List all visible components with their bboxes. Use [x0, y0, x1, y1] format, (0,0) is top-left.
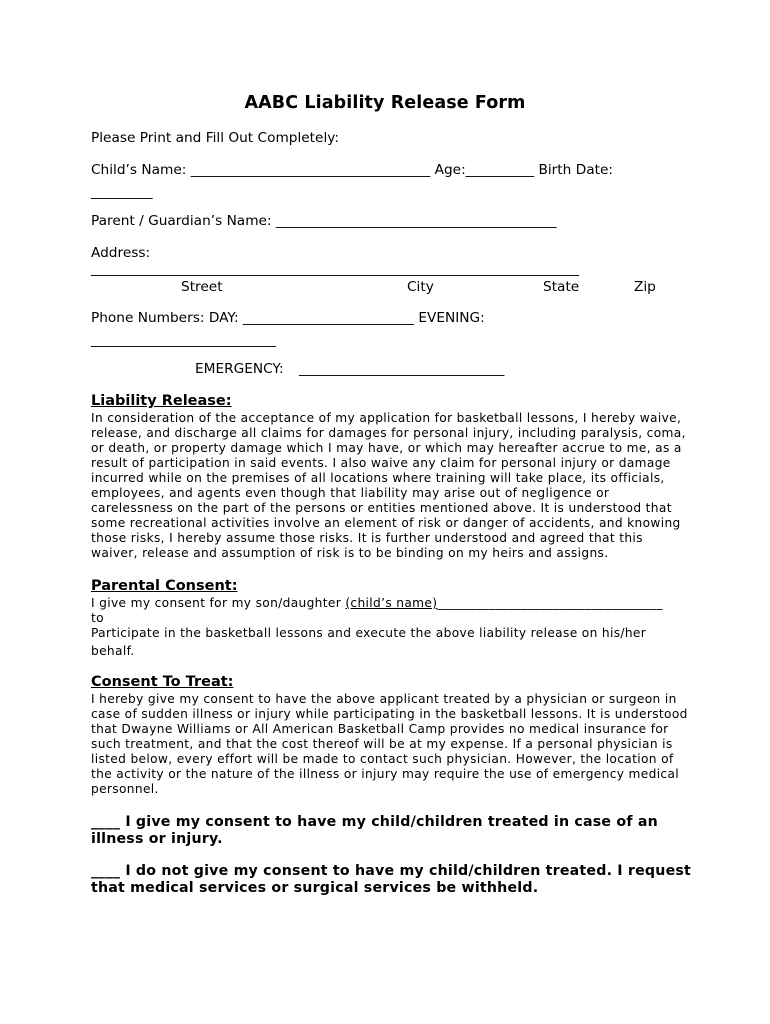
childs-name-blank[interactable]: ___________________________________	[437, 596, 663, 610]
birth-date-field[interactable]: _________	[91, 184, 153, 200]
liability-line: In consideration of the acceptance of my application for basketball lessons, I hereby waive,	[91, 411, 682, 425]
emergency-phone-field[interactable]: ______________________________	[299, 361, 505, 377]
parental-consent-heading: Parental Consent:	[91, 578, 238, 594]
phone-evening-field[interactable]: ___________________________	[91, 332, 276, 348]
consent-prefix: I give my consent for my son/daughter	[91, 596, 346, 610]
treat-line: case of sudden illness or injury while participating in the basketball lessons. It is understood	[91, 707, 688, 721]
parental-consent-line: behalf.	[91, 644, 135, 658]
deny-consent-option[interactable]: ____ I do not give my consent to have my child/children treated. I request	[91, 863, 692, 879]
liability-line: or death, or property damage which I may have, or which may hereafter accrue to me, as a	[91, 441, 682, 455]
childs-name-field[interactable]: Child’s Name: ___________________________________	[91, 162, 431, 178]
parental-consent-text	[91, 596, 691, 659]
child-info-line	[91, 162, 613, 178]
treat-line: listed below, every effort will be made to contact such physician. However, the location of	[91, 752, 674, 766]
parental-consent-line: to	[91, 611, 104, 625]
liability-line: result of participation in said events. I also waive any claim for personal injury or damage	[91, 456, 671, 470]
liability-release-heading: Liability Release:	[91, 393, 232, 409]
liability-line: carelessness on the part of the persons or entities mentioned above. It is understood that	[91, 501, 672, 515]
state-label: State	[543, 279, 580, 295]
give-consent-option[interactable]: ____ I give my consent to have my child/children treated in case of an	[91, 814, 658, 830]
deny-consent-option-cont: that medical services or surgical services be withheld.	[91, 880, 539, 896]
emergency-label: EMERGENCY:	[195, 361, 284, 377]
parent-guardian-name-field[interactable]: Parent / Guardian’s Name: _________________________________________	[91, 213, 557, 229]
address-field[interactable]: __________________________________________________________________________	[91, 262, 579, 277]
birth-date-label: Birth Date:	[538, 162, 614, 178]
treat-line: personnel.	[91, 782, 159, 796]
consent-to-treat-heading: Consent To Treat:	[91, 674, 234, 690]
liability-line: release, and discharge all claims for damages for personal injury, including paralysis, coma,	[91, 426, 686, 440]
parental-consent-line: Participate in the basketball lessons and execute the above liability release on his/her	[91, 626, 647, 640]
liability-line: those risks, I hereby assume those risks. It is further understood and agreed that this	[91, 531, 643, 545]
liability-line: incurred while on the premises of all locations where training will take place, its officials,	[91, 471, 665, 485]
street-label: Street	[181, 279, 223, 295]
treat-line: the activity or the nature of the illness or injury may require the use of emergency medical	[91, 767, 680, 781]
address-label: Address:	[91, 245, 151, 261]
city-label: City	[407, 279, 434, 295]
age-field[interactable]: Age:__________	[434, 162, 535, 178]
childs-name-field-label: (child’s name)	[345, 596, 438, 610]
liability-release-text	[91, 411, 691, 561]
liability-line: waiver, release and assumption of risk is to be binding on my heirs and assigns.	[91, 546, 609, 560]
parental-consent-line	[91, 596, 691, 611]
treat-line: that Dwayne Williams or All American Basketball Camp provides no medical insurance for	[91, 722, 669, 736]
zip-label: Zip	[634, 279, 656, 295]
liability-line: some recreational activities involve an element of risk or danger of accidents, and knowing	[91, 516, 681, 530]
consent-to-treat-text	[91, 692, 691, 797]
phone-day-field[interactable]: Phone Numbers: DAY: _________________________ EVENING:	[91, 310, 485, 326]
intro-text: Please Print and Fill Out Completely:	[91, 130, 339, 146]
treat-line: such treatment, and that the cost thereof will be at my expense. If a personal physician is	[91, 737, 673, 751]
liability-line: employees, and agents even though that liability may arise out of negligence or	[91, 486, 610, 500]
give-consent-option-cont: illness or injury.	[91, 831, 223, 847]
page-title: AABC Liability Release Form	[244, 93, 526, 113]
treat-line: I hereby give my consent to have the above applicant treated by a physician or surgeon in	[91, 692, 677, 706]
